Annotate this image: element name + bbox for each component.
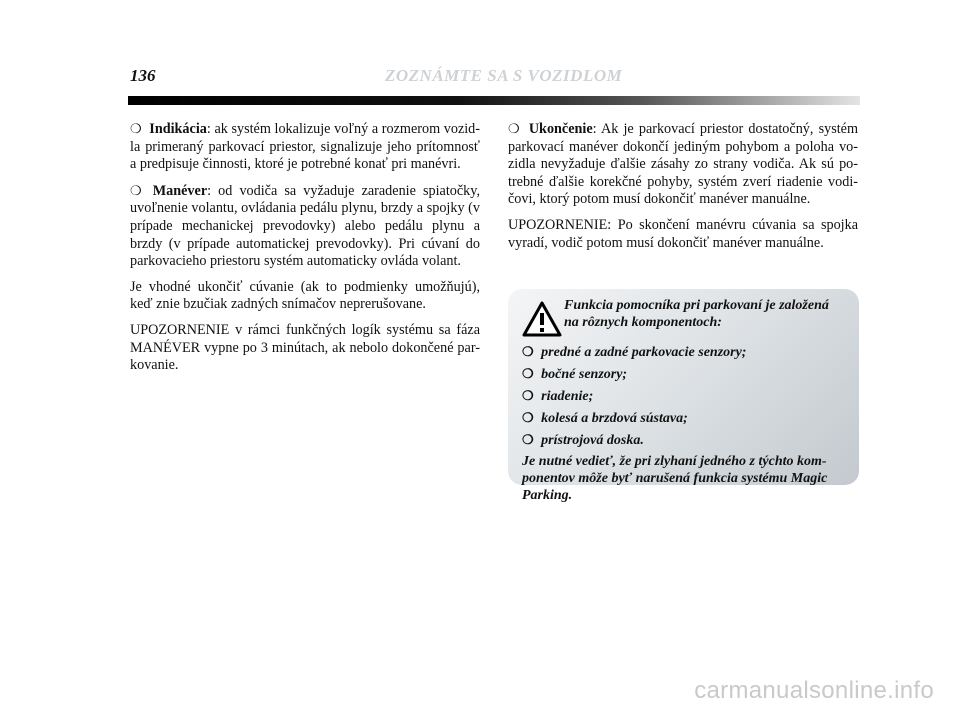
page-number: 136: [130, 66, 156, 85]
bullet-icon: ❍: [522, 344, 534, 359]
list-item: ❍ bočné senzory;: [522, 366, 628, 382]
list-item: ❍ kolesá a brzdová sústava;: [522, 410, 688, 426]
watermark: carmanualsonline.info: [694, 677, 934, 704]
term-maneuver: Manéver: [152, 182, 208, 199]
paragraph-maneuver: [130, 182, 480, 271]
term-ukoncenie: Ukončenie: [528, 121, 593, 137]
warning-heading: [522, 297, 845, 337]
left-column: [130, 120, 480, 383]
chapter-title: ZOZNÁMTE SA S VOZIDLOM: [385, 66, 623, 85]
warning-footer: Je nutné vedieť, že pri zlyhaní jedného z týchto kom-ponentov môže byť narušená funkcia systému Magic Parking.: [522, 454, 828, 503]
term-indikacia: Indikácia: [149, 121, 207, 137]
text-indikacia: : ak systém lokalizuje voľný a rozmerom vozid-la primeraný parkovací priestor, signalizuje jeho prítomnosť a predpisuje činnosti, ktoré je potrebné konať pri manévri.: [130, 121, 480, 173]
bullet-icon: ❍: [508, 121, 520, 136]
warning-heading-text: Funkcia pomocníka pri parkovaní je založená na rôznych komponentoch:: [564, 298, 829, 330]
list-item: ❍ riadenie;: [522, 388, 594, 404]
list-item: ❍ prístrojová doska.: [522, 432, 644, 448]
paragraph-ukoncenie: [508, 120, 858, 209]
text-maneuver: : od vodiča sa vyžaduje zaradenie spiatočky, uvoľnenie volantu, ovládania pedálu plynu, brzdy a spojky (v prípade mechanickej prevodovky) alebo pedálu plynu a brzdy (v prípade automatickej prevodovky). Pri cúvaní do parkovacieho priestoru systém automaticky ovláda volant.: [130, 182, 480, 270]
bullet-icon: ❍: [130, 182, 142, 198]
bullet-icon: ❍: [522, 410, 534, 425]
warning-list: [522, 343, 845, 449]
paragraph-notice-maneuver: UPOZORNENIE v rámci funkčných logík systému sa fáza MANÉVER vypne po 3 minútach, ak nebolo dokončené par-kovanie.: [130, 321, 480, 374]
warning-triangle-icon: [522, 301, 562, 337]
header-rule: [128, 96, 860, 105]
warning-box: [508, 289, 859, 503]
bullet-icon: ❍: [130, 121, 142, 136]
text-ukoncenie: : Ak je parkovací priestor dostatočný, systém parkovací manéver dokončí jediným pohybom a poloha vo-zidla nevyžaduje ďalšie zásahy zo strany vodiča. Ak sú po-trebné ďalšie korekčné pohyby, systém zverí riadenie vodi-čovi, ktorý potom musí dokončiť manéver manuálne.: [508, 121, 858, 208]
paragraph-indikacia: [130, 120, 480, 174]
right-column: [508, 120, 858, 260]
paragraph-notice-clutch: UPOZORNENIE: Po skončení manévru cúvania sa spojka vyradí, vodič potom musí dokončiť manéver manuálne.: [508, 216, 858, 251]
bullet-icon: ❍: [522, 432, 534, 447]
bullet-icon: ❍: [522, 388, 534, 403]
bullet-icon: ❍: [522, 366, 534, 381]
paragraph-buzzer: Je vhodné ukončiť cúvanie (ak to podmienky umožňujú), keď znie bzučiak zadných snímačov neprerušovane.: [130, 278, 480, 313]
list-item: ❍ predné a zadné parkovacie senzory;: [522, 344, 747, 360]
